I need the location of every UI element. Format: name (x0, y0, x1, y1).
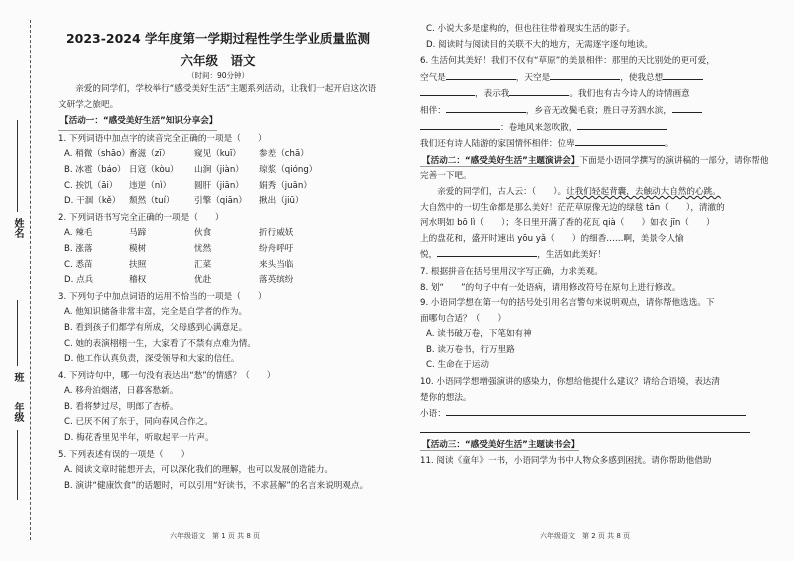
speech-blank[interactable] (437, 247, 537, 257)
speech-line-1-a: 亲爱的同学们，古人云：（ ）。 (437, 186, 567, 197)
q1-d-4: 揪出（jiū） (259, 196, 304, 207)
speech-text (420, 185, 770, 264)
section-activity-one: 【活动一：“感受美好生活”知识分享会】 (58, 114, 217, 131)
q6-blank-2[interactable] (550, 70, 620, 80)
q2-c-2: 扶照 (129, 259, 147, 270)
q6-text-luyou: 我们还有诗人陆游的家国情怀相伴：位卑 (420, 139, 575, 150)
question-3-stem: 3. 下列句子中加点词语的运用不恰当的一项是（ ） (58, 291, 267, 302)
q2-c-3: 汇菜 (194, 259, 212, 270)
question-5 (58, 448, 378, 495)
question-5-stem: 5. 下列表述有误的一项是（ ） (58, 449, 190, 460)
q2-a-1: A. 辣毛 (64, 228, 93, 239)
question-6-line-4 (420, 103, 770, 120)
question-10-answer-line-1[interactable] (446, 406, 746, 416)
class-label: 班 (12, 372, 23, 382)
q2-a-3: 伙食 (194, 228, 212, 239)
question-4-option-b: B. 看将梦过尽，明郎了杏桥。 (64, 401, 179, 412)
q6-text-poem-2: 胜日寻芳泗水滨， (603, 105, 672, 116)
question-2-row-d (58, 273, 378, 289)
q6-blank-10[interactable] (575, 136, 665, 146)
question-1-row-b (58, 163, 378, 179)
question-10-answer-line-2[interactable] (420, 423, 750, 433)
question-4-option-d: D. 梅花香里见半年，听取起平一片声。 (64, 433, 214, 444)
q2-d-1: D. 点兵 (64, 275, 94, 286)
q1-c-1: C. 挨饥（āi） (64, 180, 118, 191)
question-9-option-a: A. 读书破万卷，下笔如有神 (426, 329, 532, 340)
question-9-line-1: 9. 小语同学想在第一句的括号处引用名言警句来说明观点，请你帮他选选。下 (420, 298, 715, 309)
question-2-row-b (58, 242, 378, 258)
q6-text-company: 相伴： (420, 105, 446, 116)
section-activity-two-row (420, 154, 770, 185)
q2-b-1: B. 涨落 (64, 243, 93, 254)
q6-blank-5[interactable] (509, 86, 569, 96)
question-1-row-d (58, 194, 378, 210)
speech-line-5 (420, 247, 770, 264)
q6-blank-7[interactable] (672, 103, 702, 113)
section-activity-three-row (420, 438, 770, 454)
question-9-option-b: B. 读万卷书，行万里路 (426, 344, 515, 355)
q1-a-3: 窥见（kuī） (194, 149, 241, 160)
q2-d-2: 稽权 (129, 275, 147, 286)
q1-a-1: A. 稍微（shāo） (64, 149, 131, 160)
page-two-footer: 六年级语文 第 2 页 共 8 页 (540, 532, 631, 540)
binding-margin (0, 0, 52, 561)
q1-c-4: 娟秀（juān） (259, 180, 312, 191)
question-10-answer-row-2 (420, 423, 770, 437)
question-5-option-a: A. 阅读文章时能想开去，可以深化我们的理解，也可以发展创造能力。 (64, 465, 334, 476)
question-2-row-c (58, 258, 378, 274)
question-5-option-d: D. 阅读时与阅读目的关联不大的地方，无需逐字逐句地读。 (426, 39, 653, 50)
question-1 (58, 132, 378, 210)
q2-b-3: 忧然 (194, 243, 212, 254)
q2-b-2: 模树 (129, 243, 147, 254)
page-one (58, 30, 378, 494)
question-6-line-1: 6. 生活何其美好！我们不仅有“草原”的美景相伴：那里的天比别处的更可爱， (420, 56, 715, 67)
q6-blank-8[interactable] (420, 120, 500, 130)
exam-title: 2023-2024 学年度第一学期过程性学生学业质量监测 (65, 31, 371, 46)
question-9-option-c: C. 生命在于运动 (426, 360, 490, 371)
page-two (420, 22, 770, 470)
speech-line-5-a: 悦， (420, 250, 438, 261)
q2-d-4: 落英缤纷 (259, 275, 294, 286)
question-10-line-2: 楚你的想法。 (420, 392, 472, 403)
intro-text: 亲爱的同学们，学校举行“感受美好生活”主题系列活动，让我们一起开启这次语文研学之旅吧。 (58, 84, 377, 110)
q1-b-1: B. 冰雹（báo） (64, 164, 126, 175)
q1-d-1: D. 干涸（kě） (64, 196, 121, 207)
q6-text-end: 。 (664, 139, 674, 150)
q2-a-2: 马蹄 (129, 228, 147, 239)
question-3-option-c: C. 她的表演栩栩一生，大家看了不禁有点难为情。 (64, 338, 256, 349)
speech-line-1 (420, 185, 770, 201)
q6-blank-4[interactable] (420, 86, 475, 96)
name-line (17, 120, 19, 212)
q6-text-air: 空气是 (420, 72, 446, 83)
q2-a-4: 折行威妖 (259, 228, 294, 239)
section-activity-three: 【活动三：“感受美好生活”主题读书会】 (422, 439, 580, 450)
q6-blank-3[interactable] (663, 70, 703, 80)
question-6-line-3 (420, 86, 770, 103)
q6-text-want: ，使我总想 (620, 72, 664, 83)
name-label: 姓名 (12, 218, 23, 238)
q6-text-poem-1: ，乡音无改鬓毛衰； (525, 105, 604, 116)
question-6-line-6 (420, 136, 770, 153)
q1-a-4: 参差（chā） (259, 149, 309, 160)
q1-b-3: 山涧（jiàn） (194, 164, 244, 175)
q1-d-3: 引擎（qiān） (194, 196, 247, 207)
question-4-option-a: A. 移舟泊烟渚，日暮客愁新。 (64, 386, 179, 397)
question-3-option-b: B. 看到孩子们都学有所成，父母感到心满意足。 (64, 322, 248, 333)
q2-b-4: 纷舟呼吁 (259, 243, 294, 254)
exam-time: （时间：90分钟） (186, 71, 250, 80)
q2-c-4: 来头当临 (259, 259, 294, 270)
question-5-option-c: C. 小说大多是虚构的，但也往往带着现实生活的影子。 (426, 24, 636, 34)
class-line (17, 300, 19, 366)
page-one-footer: 六年级语文 第 1 页 共 8 页 (170, 532, 261, 540)
question-1-row-a (58, 147, 378, 163)
question-3-option-d: D. 他工作认真负责，深受领导和大家的信任。 (64, 354, 240, 365)
question-1-row-c (58, 179, 378, 195)
question-7: 7. 根据拼音在括号里用汉字写正确，力求美观。 (420, 266, 603, 277)
speech-line-5-b: ，生活如此美好！ (537, 250, 606, 261)
question-1-stem: 1. 下列词语中加点字的读音完全正确的一项是（ ） (58, 133, 267, 144)
section-two-intro: 下面是小语同学撰写的演讲稿的一部分，请你帮他完善一下吧。 (420, 155, 769, 182)
question-6-line-2 (420, 70, 770, 87)
q1-b-2: 日寇（kòu） (129, 164, 179, 175)
q6-text-sky: ，天空是 (515, 72, 551, 83)
question-10-answer-label: 小语： (420, 409, 446, 420)
question-10-answer-row (420, 406, 770, 423)
q6-blank-6[interactable] (446, 103, 526, 113)
question-8: 8. 划“ ”的句子中有一处语病，请用修改符号在原句上进行修改。 (420, 282, 681, 293)
question-6 (420, 54, 770, 153)
speech-line-3: 河水明如 bō lì（ ）；冬日里开满了香的花瓦 qià（ ）如衣 jīn（ ） (420, 218, 715, 229)
question-6-line-5 (420, 120, 770, 137)
grade-label: 年级 (12, 402, 23, 422)
question-3 (58, 290, 378, 368)
question-2-row-a (58, 226, 378, 242)
question-4-option-c: C. 已厌不闲了东于，同向春风合作之。 (64, 417, 213, 428)
question-2-stem: 2. 下列词语书写完全正确的一项是（ ） (58, 212, 224, 223)
question-5-option-b: B. 演讲“健康饮食”的话题时，可以引用“好读书，不求甚解”的名言来说明观点。 (64, 480, 369, 491)
q6-text-poets: 。我们也有古今诗人的诗情画意 (569, 89, 690, 100)
question-10-line-1: 10. 小语同学想增强演讲的感染力，你想给他提什么建议？请给合语境，表达清 (420, 377, 720, 388)
exam-subtitle: 六年级 语文 (180, 53, 256, 68)
q6-blank-9[interactable] (577, 120, 667, 130)
speech-line-1-b: 让我们轻起背囊，去触动大自然的心跳。 (566, 186, 721, 197)
speech-line-4: 上的盘花和，盛开时速出 yōu yǎ（ ）的细香……啊，美景令人愉 (420, 233, 684, 244)
q1-c-3: 圆肝（jiān） (194, 180, 244, 191)
question-9-line-2: 面哪句合适？（ ） (420, 313, 506, 324)
question-4 (58, 369, 378, 447)
q1-d-2: 颓然（tuí） (129, 196, 175, 207)
speech-line-2: 大自然中的一切生命都是那么美好！茫茫草原像无边的绿毯 tǎn（ ），清澈的 (420, 202, 725, 213)
q2-d-3: 优赴 (194, 275, 212, 286)
q6-text-express: ，表示我 (475, 89, 510, 100)
q6-blank-1[interactable] (446, 70, 516, 80)
question-3-option-a: A. 他知识储备非常丰富，完全是自学者的作为。 (64, 307, 248, 318)
question-2 (58, 211, 378, 289)
section-activity-two: 【活动二：“感受美好生活”主题演讲会】 (422, 155, 580, 166)
question-4-stem: 4. 下列诗句中，哪一句没有表达出“愁”的情感？（ ） (58, 370, 276, 381)
grade-line (17, 430, 19, 500)
q6-text-poem-3: ：卷地风来忽吹散， (500, 122, 578, 133)
fold-line (30, 20, 32, 540)
q2-c-1: C. 悉苗 (64, 259, 93, 270)
q1-b-4: 琼浆（qióng） (259, 164, 318, 175)
q1-a-2: 畜滋（zī） (129, 149, 171, 160)
question-11: 11. 阅读《童年》一书，小语同学为书中人物众多感到困扰。请你帮助他借助 (420, 456, 712, 467)
q1-c-2: 违逆（nì） (129, 180, 172, 191)
